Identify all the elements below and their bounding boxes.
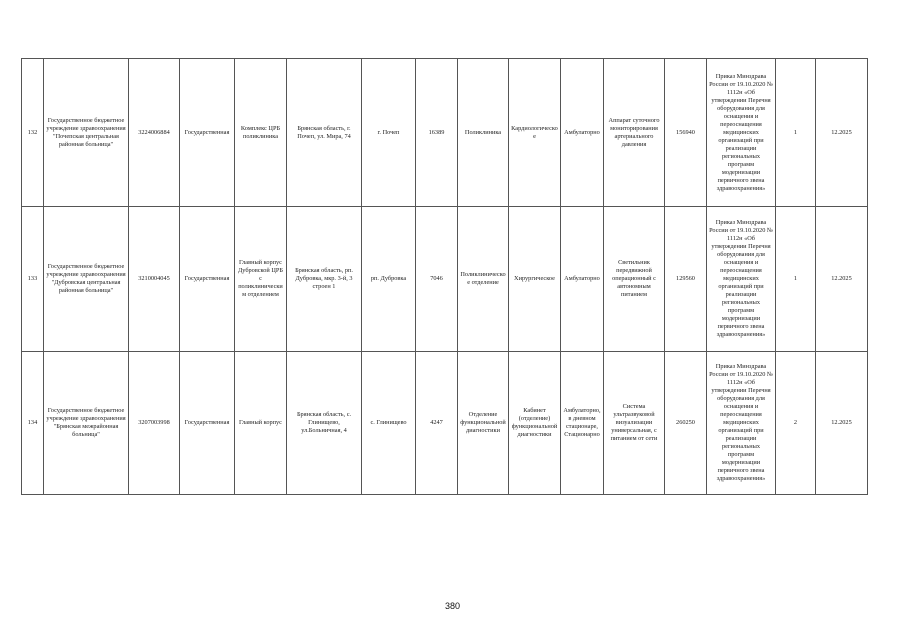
- care-conditions: Амбулаторно, в дневном стационаре, Стационарно: [561, 352, 604, 495]
- price: 129560: [665, 207, 707, 352]
- population: 7046: [416, 207, 458, 352]
- ownership-form: Государственная: [180, 352, 235, 495]
- table-row: [22, 207, 868, 352]
- address: Брянская область, с. Глинищево, ул.Больничная, 4: [287, 352, 362, 495]
- equipment-name: Система ультразвуковой визуализации универсальная, с питанием от сети: [604, 352, 665, 495]
- structural-unit: Главный корпус Дубровской ЦРБ с поликлиническим отделением: [235, 207, 287, 352]
- department: Поликлиническое отделение: [458, 207, 509, 352]
- quantity: 1: [776, 207, 816, 352]
- organization-name: Государственное бюджетное учреждение здравоохранения "Дубровская центральная районная больница": [44, 207, 129, 352]
- address: Брянская область, рп. Дубровка, мкр. 3-й, 3 строен 1: [287, 207, 362, 352]
- department: Поликлиника: [458, 59, 509, 207]
- table-body: [22, 59, 868, 495]
- locality: с. Глинищево: [362, 352, 416, 495]
- equipment-name: Светильник передвижной операционный с автономным питанием: [604, 207, 665, 352]
- care-conditions: Амбулаторно: [561, 207, 604, 352]
- locality: г. Почеп: [362, 59, 416, 207]
- quantity: 1: [776, 59, 816, 207]
- equipment-name: Аппарат суточного мониторирования артериального давления: [604, 59, 665, 207]
- equipment-table: [21, 58, 868, 495]
- care-conditions: Амбулаторно: [561, 59, 604, 207]
- inn-code: 3210004045: [129, 207, 180, 352]
- inn-code: 3207003998: [129, 352, 180, 495]
- row-number: 134: [22, 352, 44, 495]
- medical-profile: Кабинет (отделение) функциональной диагностики: [509, 352, 561, 495]
- regulation-reference: Приказ Минздрава России от 19.10.2020 № 1112н «Об утверждении Перечня оборудования для оснащения и переоснащения медицинских организаций при реализации региональных программ модернизации первичного звена здравоохранения»: [707, 207, 776, 352]
- page-number: 380: [444, 601, 461, 611]
- row-number: 132: [22, 59, 44, 207]
- price: 260250: [665, 352, 707, 495]
- structural-unit: Главный корпус: [235, 352, 287, 495]
- regulation-reference: Приказ Минздрава России от 19.10.2020 № 1112н «Об утверждении Перечня оборудования для оснащения и переоснащения медицинских организаций при реализации региональных программ модернизации первичного звена здравоохранения»: [707, 59, 776, 207]
- ownership-form: Государственная: [180, 59, 235, 207]
- price: 156940: [665, 59, 707, 207]
- table-row: [22, 352, 868, 495]
- table-row: [22, 59, 868, 207]
- address: Брянская область, г. Почеп, ул. Мира, 74: [287, 59, 362, 207]
- department: Отделение функциональной диагностики: [458, 352, 509, 495]
- population: 4247: [416, 352, 458, 495]
- delivery-date: 12.2025: [816, 207, 868, 352]
- organization-name: Государственное бюджетное учреждение здравоохранения "Почепская центральная районная больница": [44, 59, 129, 207]
- inn-code: 3224006884: [129, 59, 180, 207]
- population: 16389: [416, 59, 458, 207]
- medical-profile: Кардиологическое: [509, 59, 561, 207]
- locality: рп. Дубровка: [362, 207, 416, 352]
- quantity: 2: [776, 352, 816, 495]
- delivery-date: 12.2025: [816, 59, 868, 207]
- structural-unit: Комплекс ЦРБ поликлиника: [235, 59, 287, 207]
- medical-profile: Хирургическое: [509, 207, 561, 352]
- ownership-form: Государственная: [180, 207, 235, 352]
- delivery-date: 12.2025: [816, 352, 868, 495]
- organization-name: Государственное бюджетное учреждение здравоохранения "Брянская межрайонная больница": [44, 352, 129, 495]
- row-number: 133: [22, 207, 44, 352]
- regulation-reference: Приказ Минздрава России от 19.10.2020 № 1112н «Об утверждении Перечня оборудования для оснащения и переоснащения медицинских организаций при реализации региональных программ модернизации первичного звена здравоохранения»: [707, 352, 776, 495]
